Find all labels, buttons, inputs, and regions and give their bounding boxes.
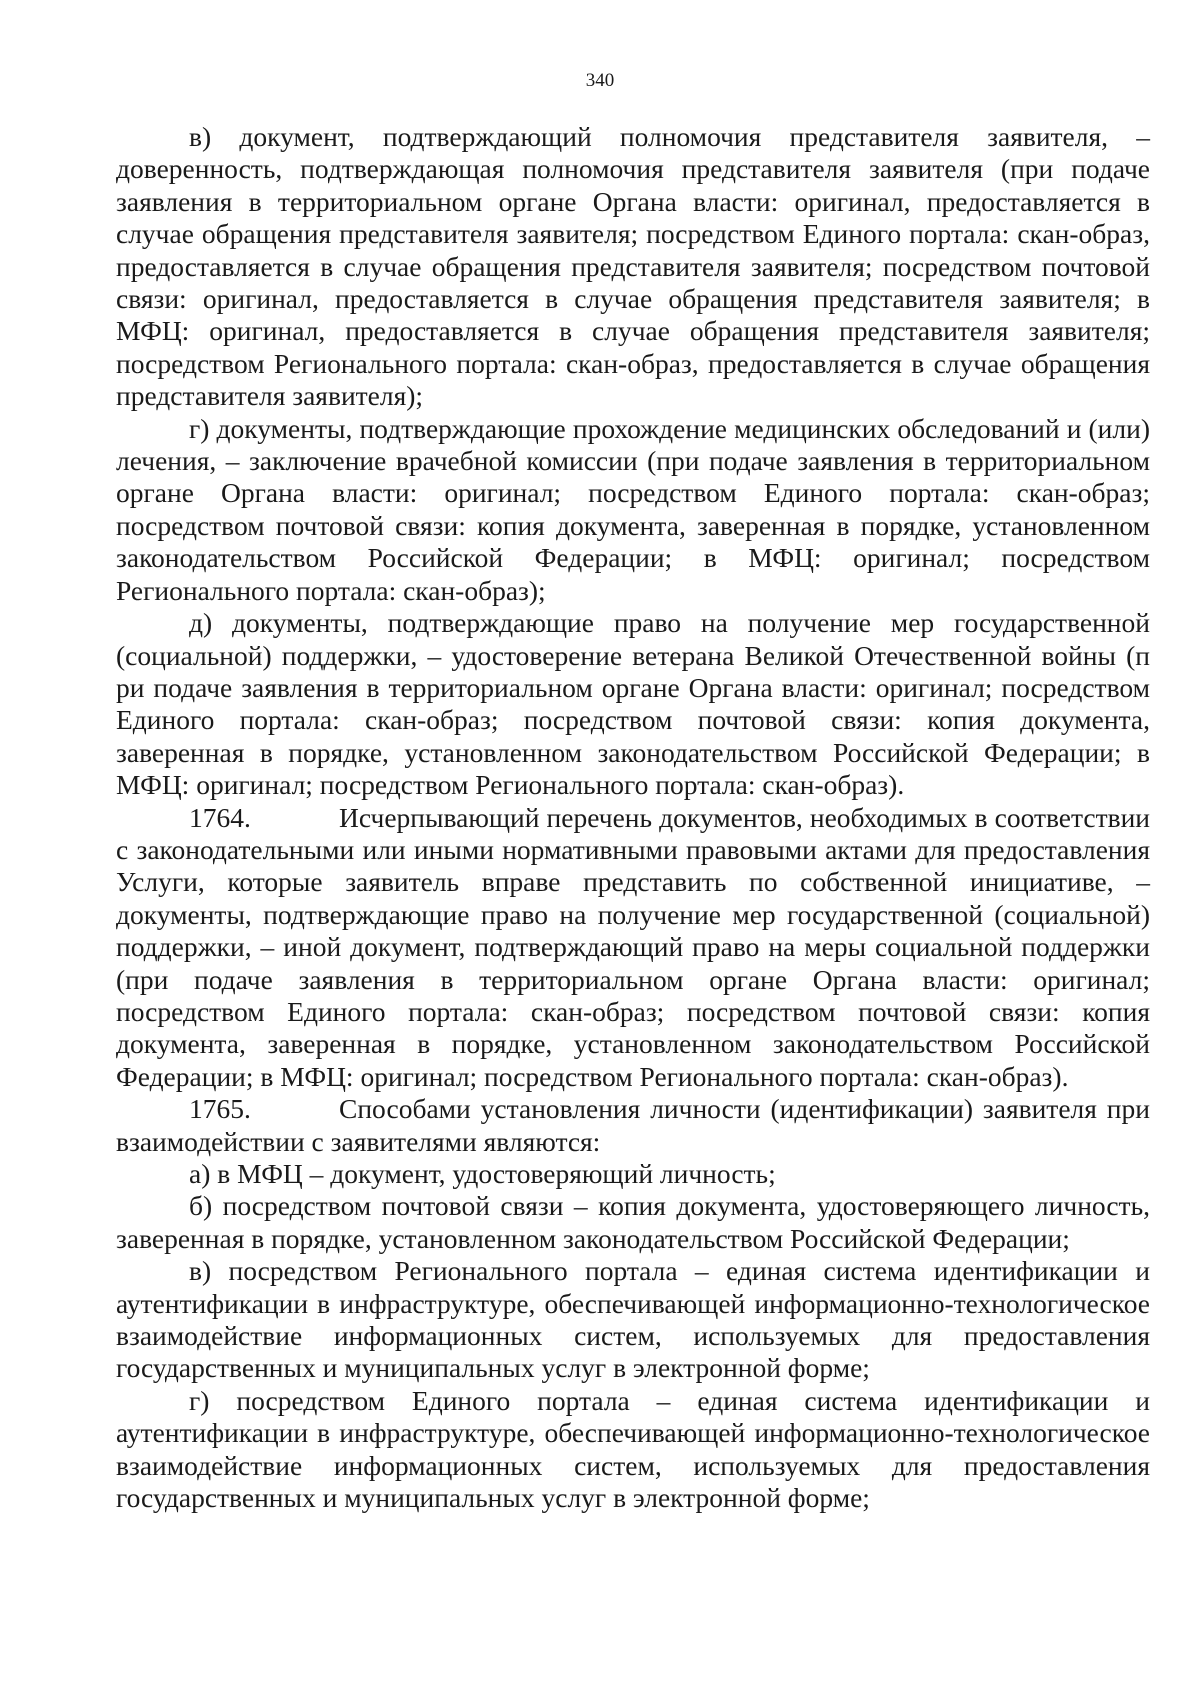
sub-item-a-mfc: а) в МФЦ – документ, удостоверяющий личность; — [189, 1158, 776, 1189]
item-1765-text: Способами установления личности (идентификации) заявителя при взаимодействии с заявителями являются: — [116, 1093, 1150, 1157]
sub-item-v-regional-portal: в) посредством Регионального портала – единая система идентификации и аутентификации в инфраструктуре, обеспечивающей информационно-технологическое взаимодействие информационных систем, используемых для предоставления государственных и муниципальных услуг в электронной форме; — [116, 1255, 1150, 1384]
item-1765 — [116, 1093, 1150, 1158]
paragraph-v-power-of-attorney: в) документ, подтверждающий полномочия представителя заявителя, – доверенность, подтверждающая полномочия представителя заявителя (при подаче заявления в территориальном органе Органа власти: оригинал, предоставляется в случае обращения представителя заявителя; посредством Единого портала: скан-образ, предоставляется в случае обращения представителя заявителя; посредством почтовой связи: оригинал, предоставляется в случае обращения представителя заявителя; в МФЦ: оригинал, предоставляется в случае обращения представителя заявителя; посредством Регионального портала: скан-образ, предоставляется в случае обращения представителя заявителя); — [116, 121, 1150, 412]
item-1764 — [116, 802, 1150, 1094]
sub-item-g-unified-portal: г) посредством Единого портала – единая система идентификации и аутентификации в инфраструктуре, обеспечивающей информационно-технологическое взаимодействие информационных систем, используемых для предоставления государственных и муниципальных услуг в электронной форме; — [116, 1384, 1150, 1514]
page-number: 340 — [585, 70, 615, 91]
paragraph-g-medical-documents: г) документы, подтверждающие прохождение медицинских обследований и (или) лечения, – заключение врачебной комиссии (при подаче заявления в территориальном органе Органа власти: оригинал; посредством Единого портала: скан-образ; посредством почтовой связи: копия документа, заверенная в порядке, установленном законодательством Российской Федерации; в МФЦ: оригинал; посредством Регионального портала: скан-образ); — [116, 412, 1150, 606]
item-1765-number: 1765. — [189, 1093, 251, 1125]
item-1764-number: 1764. — [189, 801, 251, 833]
sub-item-b-postal: б) посредством почтовой связи – копия документа, удостоверяющего личность, заверенная в порядке, установленном законодательством Российской Федерации; — [116, 1190, 1150, 1254]
item-1764-text: Исчерпывающий перечень документов, необходимых в соответствии с законодательными или иными нормативными правовыми актами для предоставления Услуги, которые заявитель вправе представить по собственной инициативе, – документы, подтверждающие право на получение мер государственной (социальной) поддержки, – иной документ, подтверждающий право на меры социальной поддержки (при подаче заявления в территориальном органе Органа власти: оригинал; посредством Единого портала: скан-образ; посредством почтовой связи: копия документа, заверенная в порядке, установленном законодательством Российской Федерации; в МФЦ: оригинал; посредством Регионального портала: скан-образ). — [116, 801, 1150, 1092]
page-body — [116, 121, 1150, 1514]
paragraph-d-support-documents: д) документы, подтверждающие право на получение мер государственной (социальной) поддержки, – удостоверение ветерана Великой Отечественной войны (п ри подаче заявления в территориальном органе Органа власти: оригинал; посредством Единого портала: скан-образ; посредством почтовой связи: копия документа, заверенная в порядке, установленном законодательством Российской Федерации; в МФЦ: оригинал; посредством Регионального портала: скан-образ). — [116, 607, 1150, 801]
